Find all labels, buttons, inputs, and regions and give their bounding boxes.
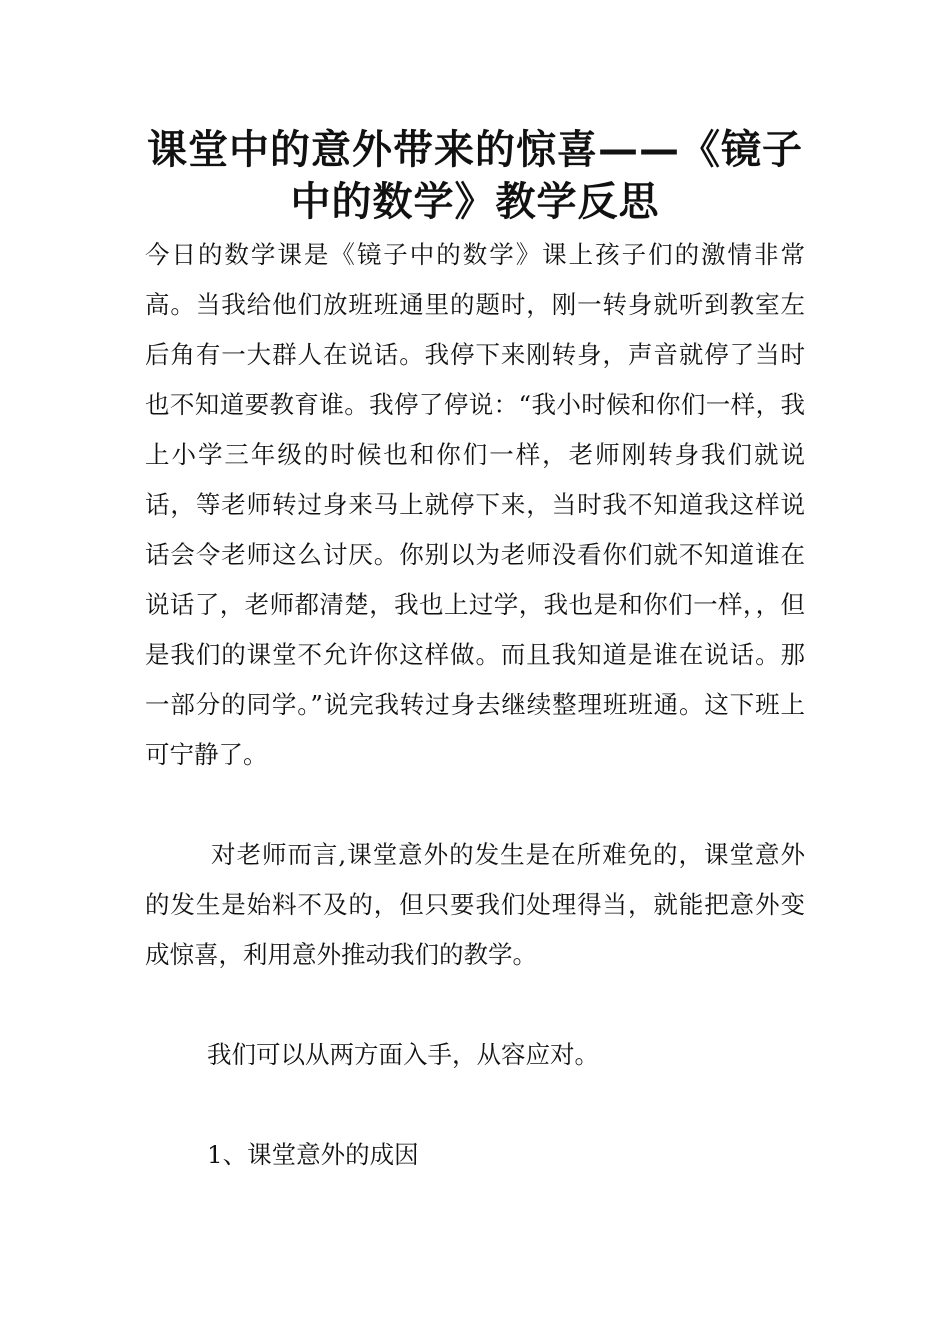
paragraph-3: 我们可以从两方面入手，从容应对。 bbox=[207, 1040, 599, 1069]
section-heading-1: 1、课堂意外的成因 bbox=[207, 1140, 419, 1169]
paragraph-2: 对老师而言,课堂意外的发生是在所难免的，课堂意外的发生是始料不及的，但只要我们处理得当，就能把意外变成惊喜，利用意外推动我们的教学。 bbox=[145, 840, 805, 969]
document-page bbox=[145, 124, 805, 1180]
document-title: 课堂中的意外带来的惊喜——《镜子中的数学》教学反思 bbox=[147, 127, 803, 225]
paragraph-1: 今日的数学课是《镜子中的数学》课上孩子们的激情非常高。当我给他们放班班通里的题时，刚一转身就听到教室左后角有一大群人在说话。我停下来刚转身，声音就停了当时也不知道要教育谁。我停了停说：“我小时候和你们一样，我上小学三年级的时候也和你们一样，老师刚转身我们就说话，等老师转过身来马上就停下来，当时我不知道我这样说话会令老师这么讨厌。你别以为老师没看你们就不知道谁在说话了，老师都清楚，我也上过学，我也是和你们一样，，但是我们的课堂不允许你这样做。而且我知道是谁在说话。那一部分的同学。”说完我转过身去继续整理班班通。这下班上可宁静了。 bbox=[145, 240, 805, 769]
